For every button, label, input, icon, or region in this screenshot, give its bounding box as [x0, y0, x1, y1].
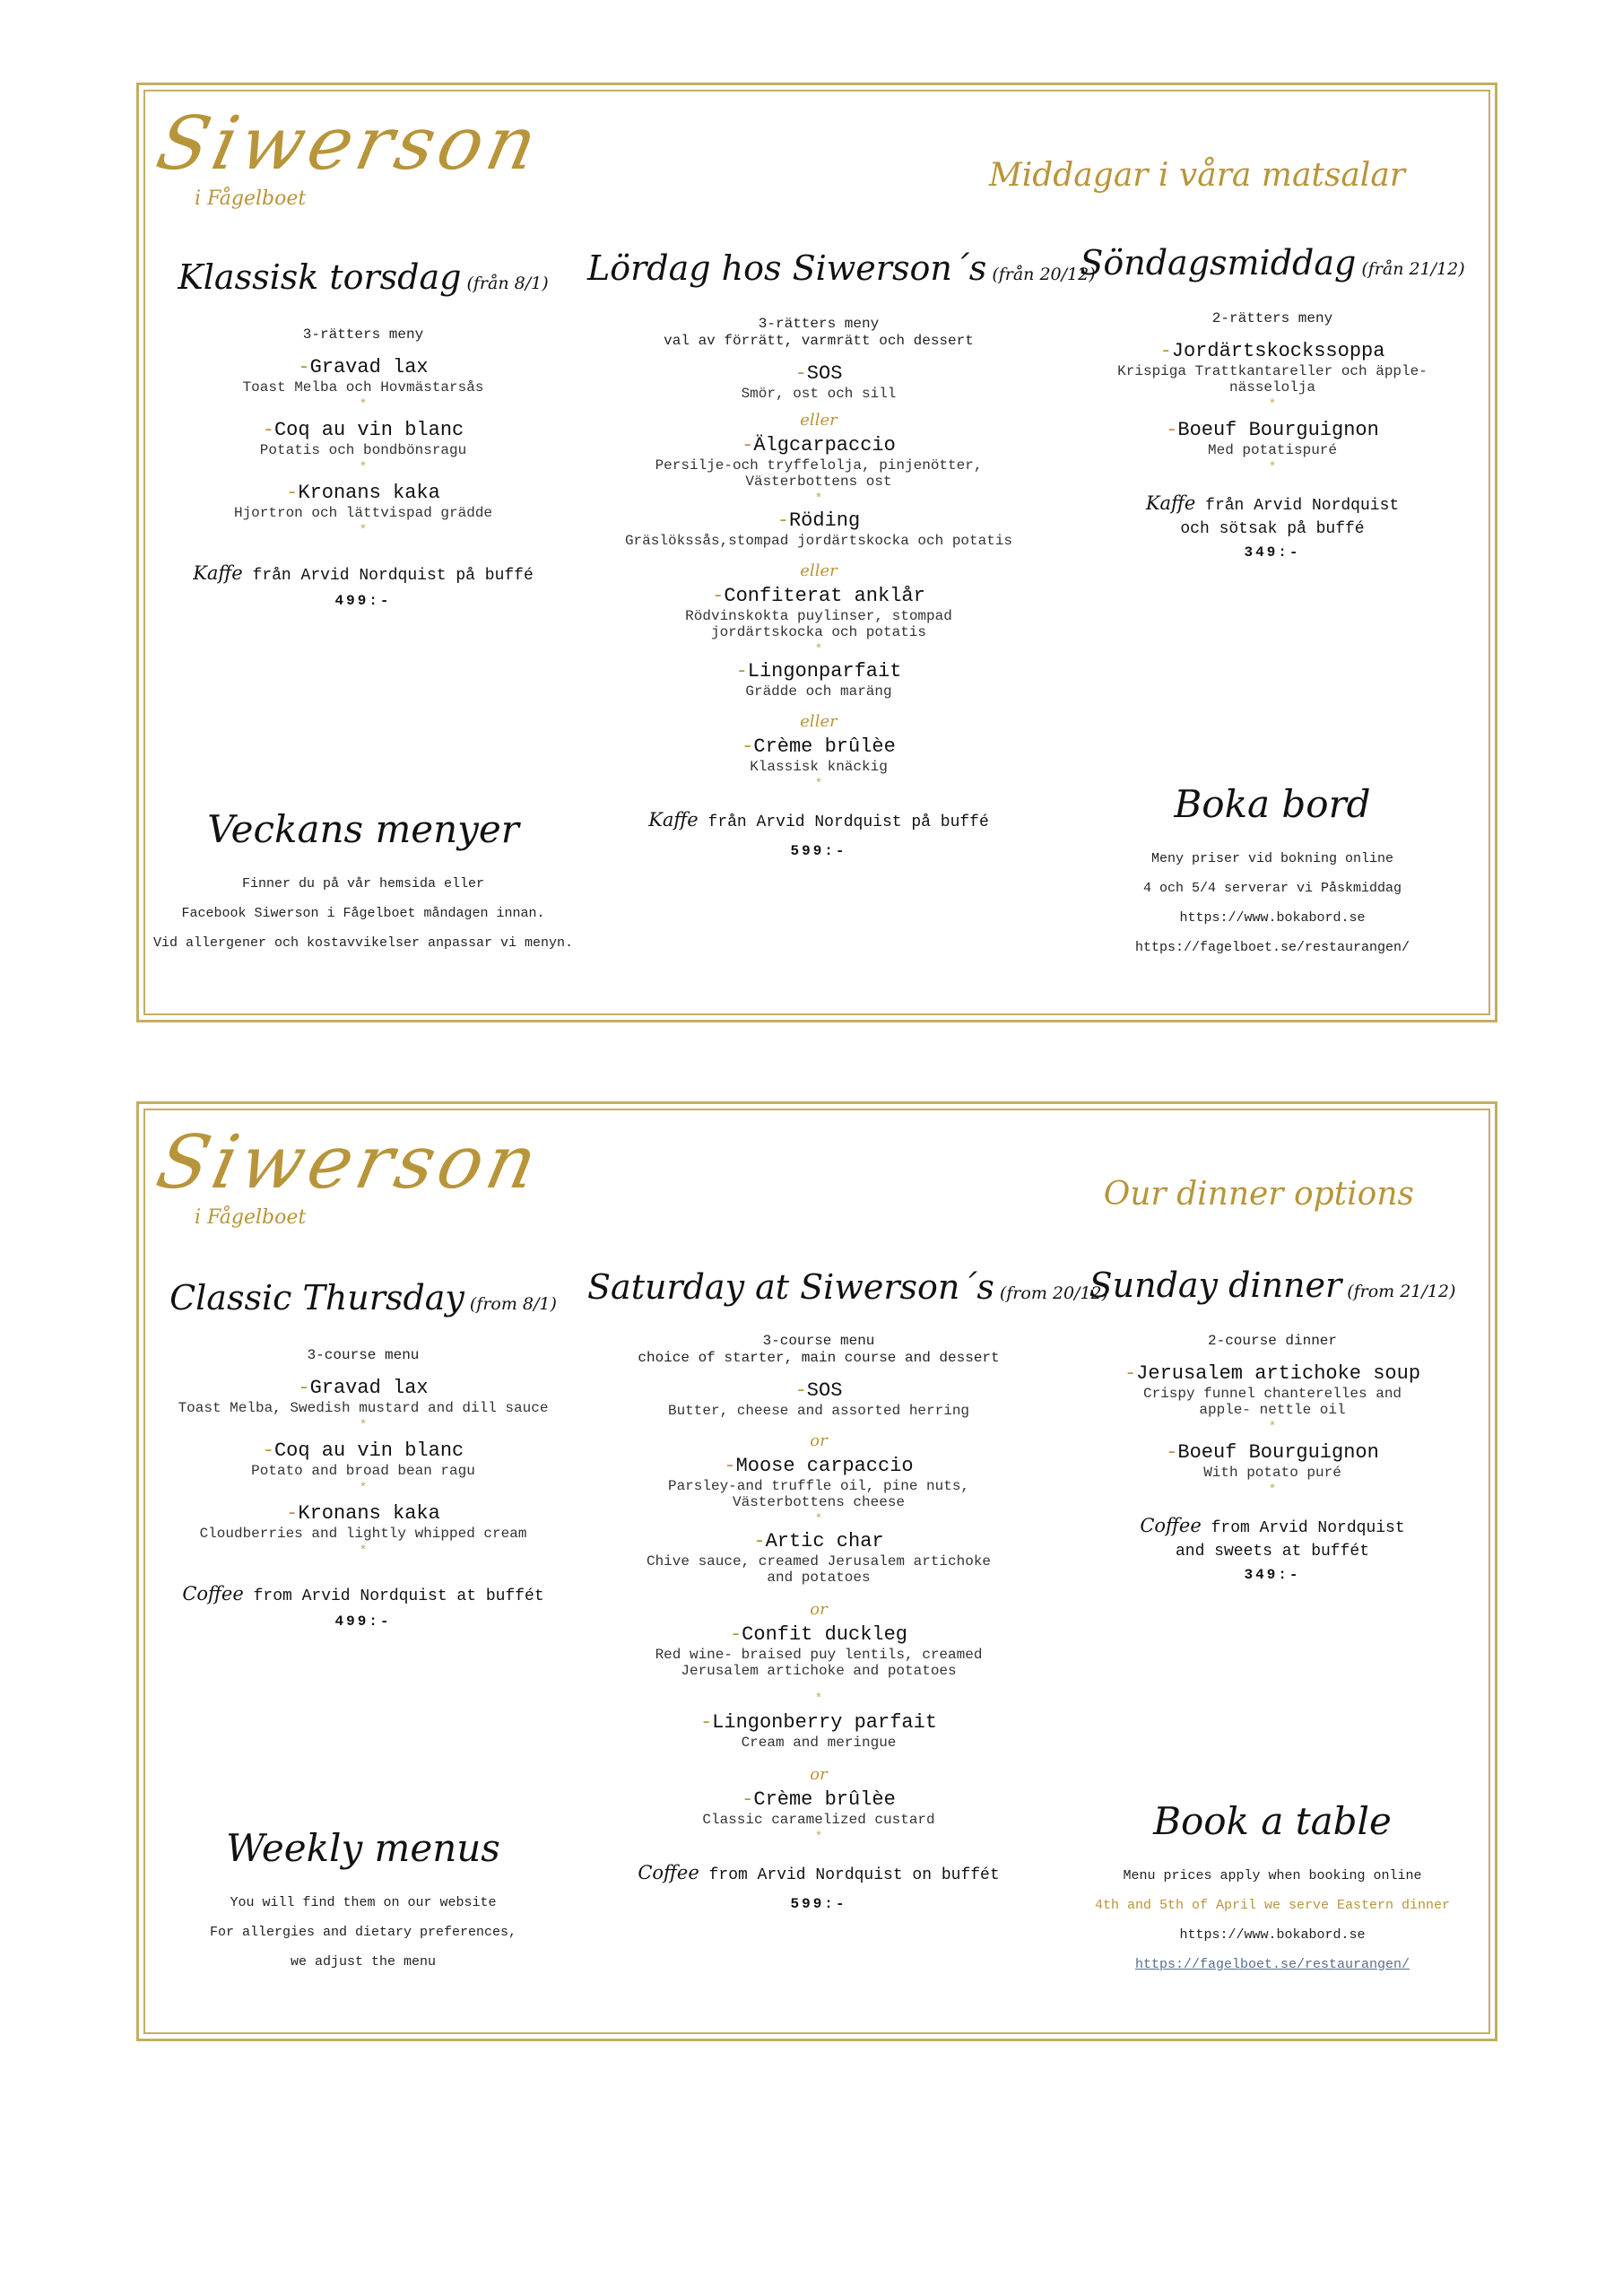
dish-name: -Lingonparfait: [735, 660, 902, 683]
menu-subtitle: choice of starter, main course and dessert: [638, 1350, 1000, 1366]
info-line: we adjust the menu: [290, 1954, 437, 1970]
info-line: 4 och 5/4 serverar vi Påskmiddag: [1142, 881, 1402, 896]
price: 499:-: [334, 593, 392, 609]
menu-type: 3-rätters meny: [302, 326, 424, 343]
divider-star: *: [814, 1692, 823, 1707]
booking-title: Boka bord: [1174, 782, 1371, 826]
booking-info: [1050, 1795, 1495, 1979]
dish-description: With potato puré: [1203, 1465, 1341, 1481]
dish-name: -Artic char: [753, 1530, 884, 1552]
weekly-menus: [139, 1822, 587, 1977]
divider-star: *: [1268, 1483, 1277, 1498]
dish-description: Potato and broad bean ragu: [251, 1463, 475, 1479]
dish-name: -Gravad lax: [298, 356, 429, 378]
menu-subtitle: val av förrätt, varmrätt och dessert: [664, 333, 974, 349]
section-title: Sunday dinner (from 21/12): [1089, 1265, 1456, 1305]
saturday-menu: [587, 1264, 1109, 1915]
section-title: Söndagsmiddag (från 21/12): [1080, 243, 1465, 283]
header-title: Our dinner options: [1103, 1176, 1414, 1213]
or-separator: eller: [800, 411, 838, 430]
dish-description: Toast Melba och Hovmästarsås: [242, 379, 484, 396]
info-line: You will find them on our website: [230, 1895, 497, 1910]
coffee-line-2: and sweets at buffét: [1175, 1543, 1370, 1561]
coffee-line: Coffee from Arvid Nordquist: [1140, 1515, 1405, 1537]
brand-subtitle: i Fågelboet: [195, 1206, 307, 1229]
menu-type: 3-course menu: [307, 1347, 420, 1363]
section-title: Klassisk torsdag (från 8/1): [178, 257, 549, 297]
dish-name: -Älgcarpaccio: [742, 434, 896, 457]
brand-name: Siwerson: [149, 101, 549, 187]
brand-logo: [149, 101, 549, 227]
coffee-line: Kaffe från Arvid Nordquist: [1145, 492, 1400, 515]
divider-star: *: [359, 1418, 368, 1433]
info-line: Meny priser vid bokning online: [1150, 851, 1394, 866]
dish-description: Classic caramelized custard: [702, 1812, 935, 1828]
dish-name: -Gravad lax: [298, 1377, 429, 1399]
info-line: 4th and 5th of April we serve Eastern dinner: [1094, 1898, 1451, 1913]
dish-name: -Crème brûlèe: [742, 735, 896, 758]
divider-star: *: [1268, 1420, 1277, 1435]
brand-subtitle: i Fågelboet: [195, 187, 307, 210]
divider-star: *: [1268, 460, 1277, 475]
dish-name: -Crème brûlèe: [742, 1788, 896, 1811]
booking-link[interactable]: https://www.bokabord.se: [1179, 1927, 1366, 1943]
coffee-line: Coffee from Arvid Nordquist on buffét: [638, 1862, 1000, 1884]
or-separator: eller: [800, 561, 838, 580]
divider-star: *: [814, 1830, 823, 1845]
booking-title: Book a table: [1153, 1799, 1392, 1843]
dish-name: -Coq au vin blanc: [262, 419, 464, 441]
info-line: For allergies and dietary preferences,: [209, 1925, 517, 1940]
coffee-line: Kaffe från Arvid Nordquist på buffé: [648, 809, 989, 831]
dish-name: -Jerusalem artichoke soup: [1124, 1362, 1421, 1385]
dish-description: Klassisk knäckig: [750, 759, 888, 775]
brand-name: Siwerson: [149, 1120, 549, 1205]
sunday-menu: [1050, 239, 1495, 563]
or-separator: eller: [800, 712, 838, 731]
weekly-menus: [139, 803, 587, 958]
dish-name: -Coq au vin blanc: [262, 1439, 464, 1462]
dish-name: -SOS: [794, 1379, 843, 1402]
dish-name: -SOS: [794, 362, 843, 385]
dish-description: Potatis och bondbönsragu: [259, 442, 467, 458]
info-line: Vid allergener och kostavvikelser anpassar vi menyn.: [152, 935, 574, 951]
dish-description: Hjortron och lättvispad grädde: [233, 505, 493, 521]
menu-type: 3-rätters meny: [758, 316, 880, 332]
dish-name: -Lingonberry parfait: [699, 1711, 938, 1734]
dish-description: Cream and meringue: [741, 1735, 897, 1751]
dish-description: Med potatispuré: [1207, 442, 1338, 458]
dish-name: -Jordärtskockssoppa: [1159, 340, 1385, 362]
coffee-line: Kaffe från Arvid Nordquist på buffé: [193, 562, 534, 585]
dish-name: -Röding: [777, 509, 861, 532]
or-separator: or: [810, 1431, 828, 1450]
brand-logo: [149, 1120, 549, 1246]
or-separator: or: [810, 1765, 828, 1784]
price: 349:-: [1244, 1567, 1301, 1583]
sunday-menu: [1050, 1262, 1495, 1586]
dish-name: -Confiterat anklår: [712, 585, 925, 607]
dish-description: Parsley-and truffle oil, pine nuts, Västerbottens cheese: [667, 1478, 970, 1510]
dish-description: Crispy funnel chanterelles and apple- nettle oil: [1142, 1386, 1402, 1418]
divider-star: *: [359, 1481, 368, 1496]
price: 499:-: [334, 1613, 392, 1630]
website-link[interactable]: https://fagelboet.se/restaurangen/: [1134, 940, 1410, 955]
divider-star: *: [359, 523, 368, 538]
swedish-menu-card: [136, 83, 1497, 1022]
section-title: Lördag hos Siwerson´s (från 20/12): [587, 248, 1096, 288]
dish-description: Krispiga Trattkantareller och äpple-nässelolja: [1117, 363, 1428, 396]
booking-link[interactable]: https://www.bokabord.se: [1179, 910, 1366, 926]
info-line: Menu prices apply when booking online: [1123, 1868, 1422, 1883]
divider-star: *: [359, 460, 368, 475]
dish-name: -Kronans kaka: [286, 1502, 440, 1525]
dish-name: -Confit duckleg: [729, 1623, 908, 1646]
dish-name: -Boeuf Bourguignon: [1166, 1441, 1379, 1464]
section-title: Saturday at Siwerson´s (from 20/12): [587, 1267, 1109, 1307]
menu-type: 3-course menu: [762, 1333, 875, 1349]
price: 599:-: [790, 843, 847, 859]
thursday-menu: [139, 254, 587, 612]
info-line: Finner du på vår hemsida eller: [241, 876, 485, 891]
dish-name: -Boeuf Bourguignon: [1166, 419, 1379, 441]
dish-name: -Moose carpaccio: [724, 1455, 914, 1477]
dish-description: Smör, ost och sill: [741, 386, 897, 402]
dish-description: Rödvinskokta puylinser, stompad jordärtskocka och potatis: [685, 608, 952, 640]
divider-star: *: [1268, 397, 1277, 413]
booking-info: [1050, 778, 1495, 962]
dish-description: Red wine- braised puy lentils, creamed Jerusalem artichoke and potatoes: [655, 1647, 983, 1679]
dish-description: Persilje-och tryffelolja, pinjenötter, Västerbottens ost: [655, 457, 983, 490]
section-title: Classic Thursday (from 8/1): [169, 1278, 557, 1318]
dish-name: -Kronans kaka: [286, 482, 440, 504]
dish-description: Gräslökssås,stompad jordärtskocka och potatis: [624, 533, 1013, 549]
price: 599:-: [790, 1896, 847, 1912]
dish-description: Toast Melba, Swedish mustard and dill sauce: [178, 1400, 549, 1416]
menu-type: 2-course dinner: [1207, 1333, 1338, 1349]
dish-description: Butter, cheese and assorted herring: [667, 1403, 970, 1419]
weekly-title: Veckans menyer: [207, 807, 519, 851]
dish-description: Grädde och maräng: [745, 683, 892, 700]
saturday-menu: [587, 245, 1096, 862]
website-link[interactable]: https://fagelboet.se/restaurangen/: [1134, 1957, 1410, 1972]
divider-star: *: [359, 1544, 368, 1559]
or-separator: or: [810, 1600, 828, 1619]
coffee-line: Coffee from Arvid Nordquist at buffét: [182, 1583, 544, 1605]
dish-description: Cloudberries and lightly whipped cream: [199, 1526, 527, 1542]
coffee-line-2: och sötsak på buffé: [1180, 520, 1365, 538]
dish-description: Chive sauce, creamed Jerusalem artichoke and potatoes: [646, 1553, 992, 1586]
weekly-title: Weekly menus: [226, 1826, 500, 1870]
divider-star: *: [814, 1512, 823, 1527]
divider-star: *: [814, 777, 823, 792]
price: 349:-: [1244, 544, 1301, 561]
divider-star: *: [814, 642, 823, 657]
divider-star: *: [359, 397, 368, 413]
header-title: Middagar i våra matsalar: [988, 157, 1405, 194]
divider-star: *: [814, 491, 823, 507]
english-menu-card: [136, 1101, 1497, 2041]
thursday-menu: [139, 1274, 587, 1632]
info-line: Facebook Siwerson i Fågelboet måndagen innan.: [181, 906, 545, 921]
menu-type: 2-rätters meny: [1211, 310, 1333, 326]
